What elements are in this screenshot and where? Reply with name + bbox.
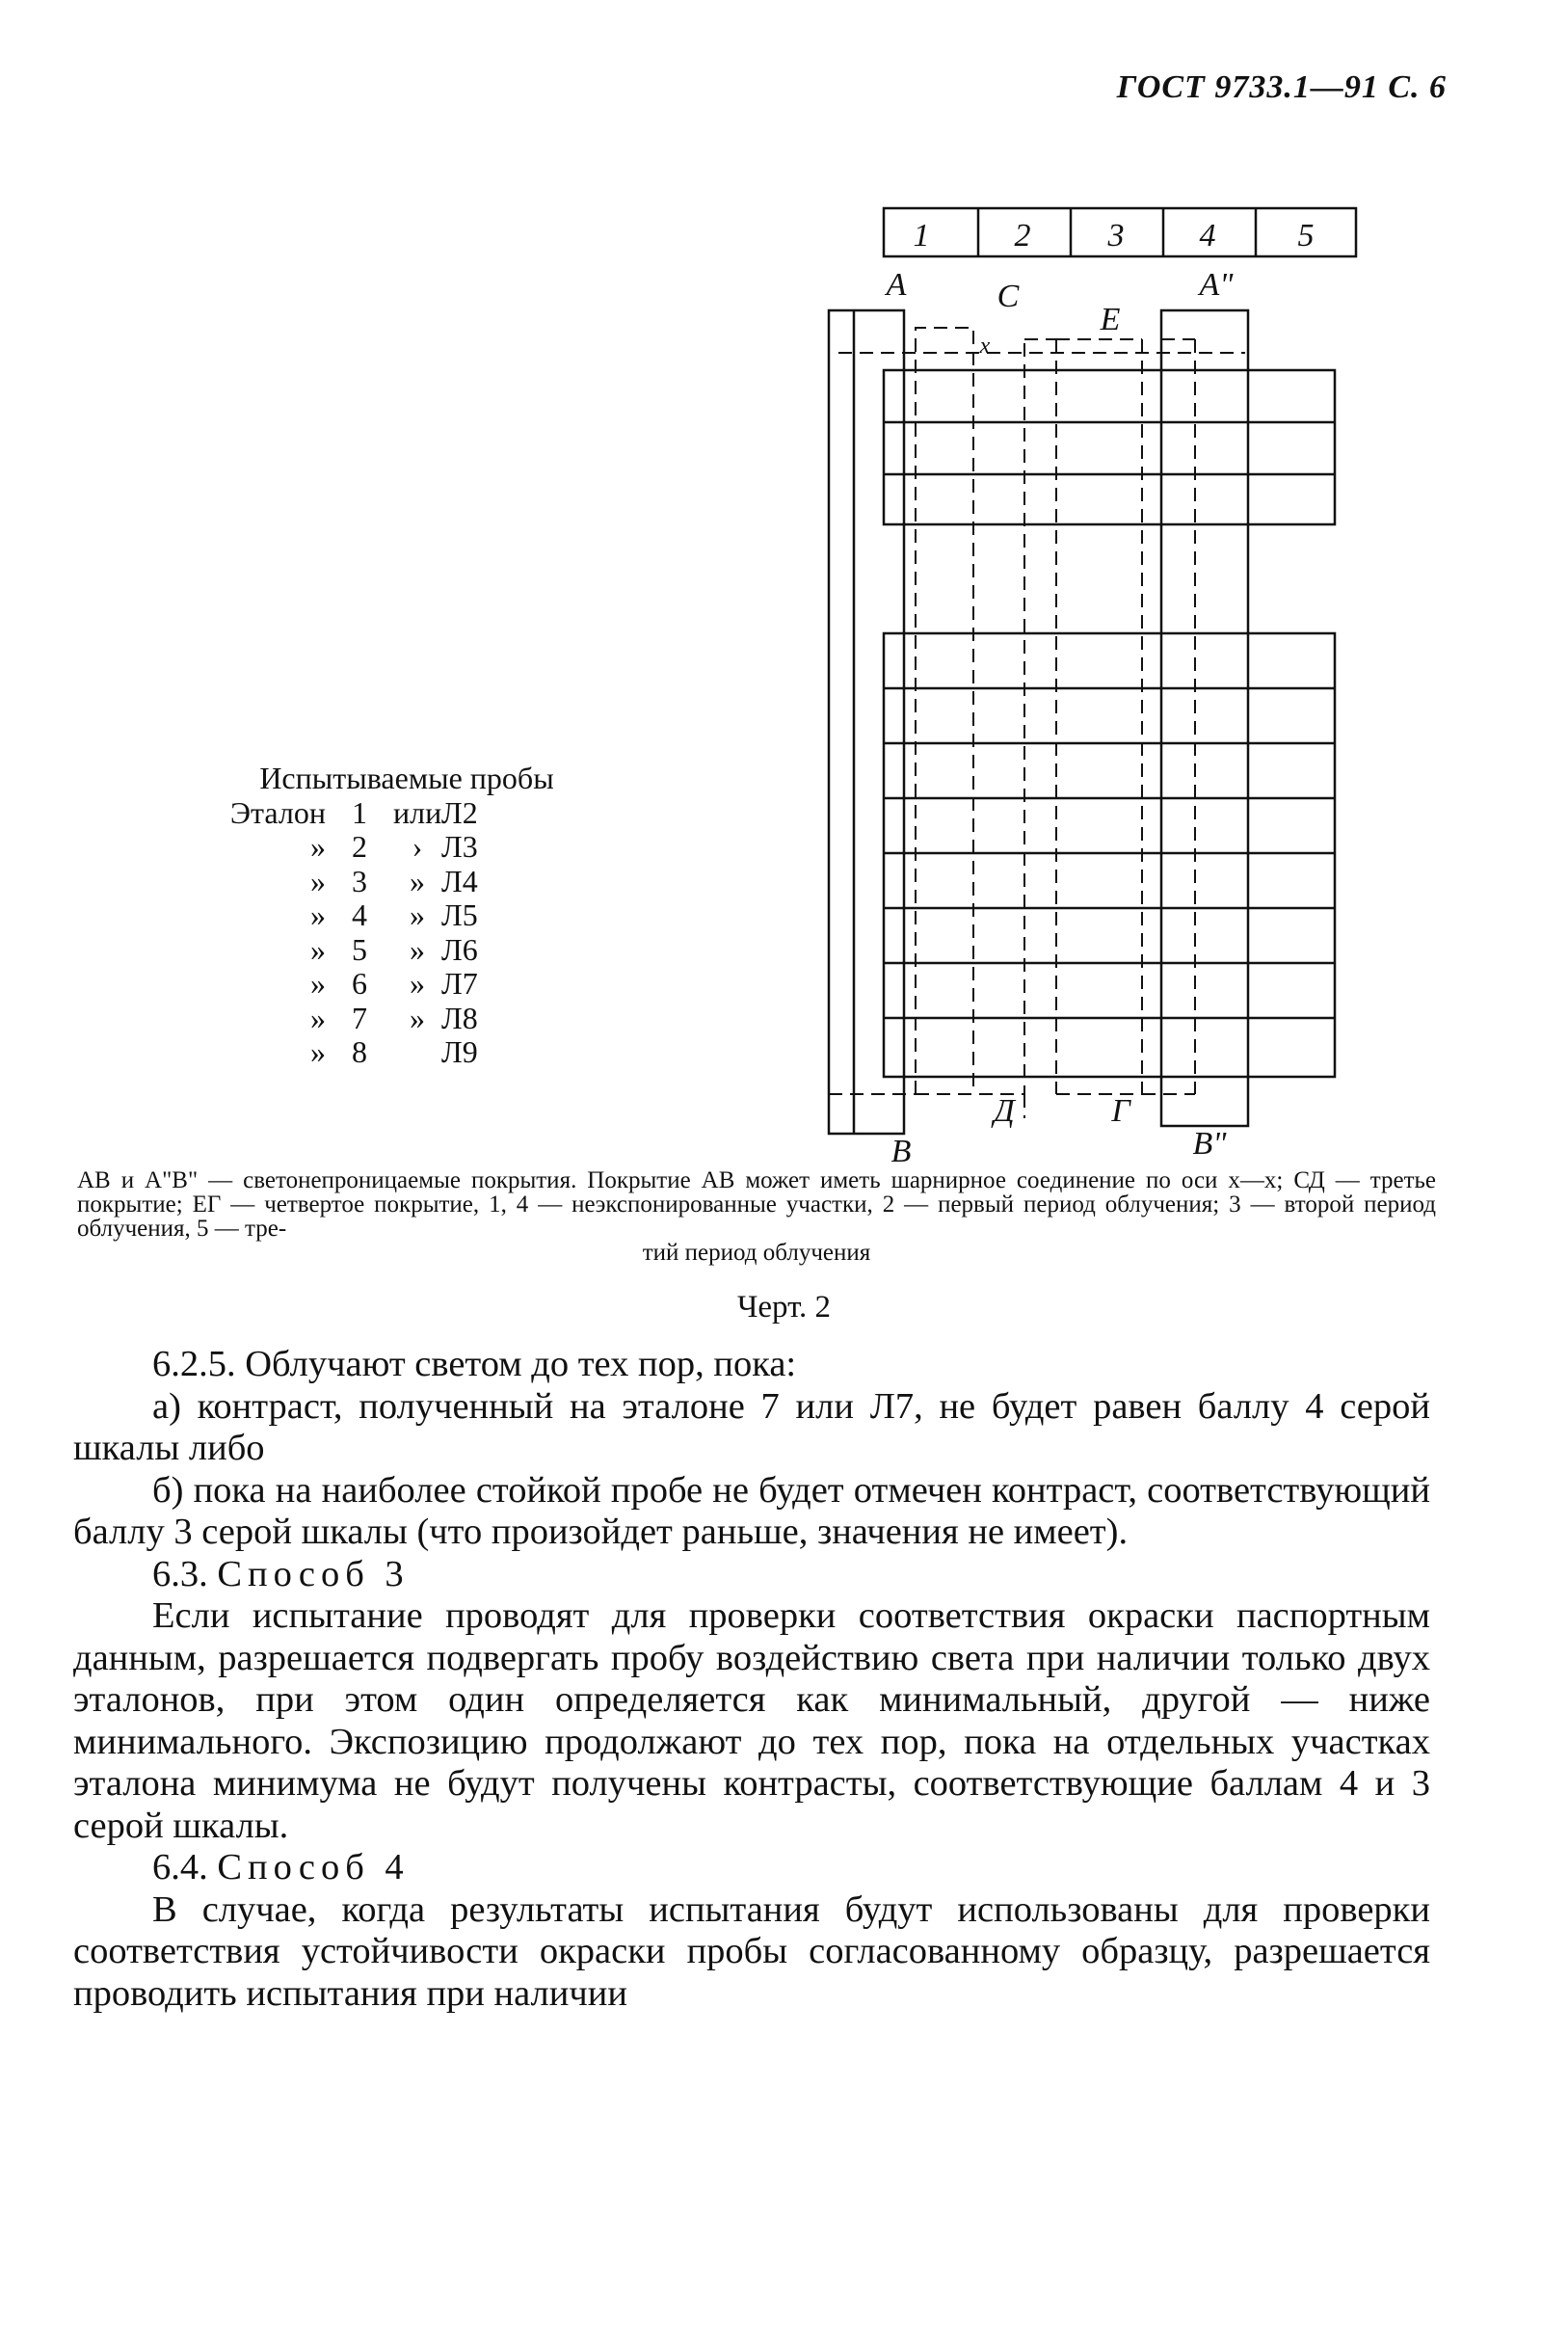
samples-cell: 7 bbox=[352, 1000, 367, 1035]
samples-cell: Л3 bbox=[441, 829, 478, 864]
samples-row bbox=[224, 933, 590, 968]
section-number: 6.3. bbox=[152, 1553, 208, 1594]
cover-cd bbox=[916, 328, 973, 1094]
samples-cell: Л4 bbox=[441, 863, 478, 898]
zone-label: 5 bbox=[1297, 218, 1315, 254]
samples-cell: » bbox=[310, 863, 326, 898]
paragraph: В случае, когда результаты испытания будут использованы для проверки соответствия устойчивости окраски пробы согласованному образцу, разрешается проводить испытания при наличии bbox=[73, 1888, 1430, 2014]
samples-cell: » bbox=[310, 966, 326, 1001]
paragraph: 6.2.5. Облучают светом до тех пор, пока: bbox=[152, 1344, 797, 1384]
label-c: C bbox=[997, 279, 1020, 314]
samples-cell: Л9 bbox=[441, 1034, 478, 1069]
samples-cell: » bbox=[410, 897, 425, 932]
samples-title: Испытываемые пробы bbox=[259, 761, 554, 795]
samples-cell: 6 bbox=[352, 966, 367, 1001]
samples-cell: » bbox=[310, 931, 326, 967]
samples-cell: » bbox=[310, 1034, 326, 1069]
section-title: Способ 4 bbox=[217, 1847, 410, 1887]
samples-row bbox=[224, 967, 590, 1002]
figure-number: Черт. 2 bbox=[736, 1290, 832, 1325]
zone-label: 1 bbox=[913, 218, 930, 254]
cover-a2b2 bbox=[1161, 310, 1248, 1126]
samples-cell: » bbox=[310, 829, 326, 864]
section-number: 6.4. bbox=[152, 1847, 208, 1887]
paragraph: Если испытание проводят для проверки соответствия окраски паспортным данным, разрешается подвергать пробу воздействию света при наличии только двух эталонов, при этом один определяется как минимальный, другой — ниже минимального. Экспозицию продолжают до тех пор, пока на отдельных участках эталона минимума не будут получены контрасты, соответствующие баллам 4 и 3 серой шкалы. bbox=[73, 1595, 1430, 1846]
zone-label: 2 bbox=[1014, 218, 1031, 254]
samples-cell: » bbox=[410, 966, 425, 1001]
samples-cell: » bbox=[410, 1000, 425, 1035]
label-b2: B" bbox=[1192, 1126, 1227, 1162]
label-a2: A" bbox=[1199, 267, 1234, 303]
sample-group-bottom bbox=[884, 633, 1335, 1077]
samples-cell: Л8 bbox=[441, 1000, 478, 1035]
zone-label: 4 bbox=[1199, 218, 1216, 254]
samples-row bbox=[224, 1035, 590, 1070]
samples-row bbox=[224, 1002, 590, 1036]
caption-last: тий период облучения bbox=[642, 1240, 871, 1266]
section-heading bbox=[73, 1554, 1430, 1596]
samples-cell: 8 bbox=[352, 1034, 367, 1069]
samples-cell: 2 bbox=[352, 829, 367, 864]
samples-cell: 4 bbox=[352, 897, 367, 932]
label-b: B bbox=[890, 1134, 912, 1169]
samples-cell: 1 bbox=[352, 794, 367, 830]
samples-cell: » bbox=[310, 897, 326, 932]
samples-cell bbox=[393, 1035, 441, 1070]
cover-ab bbox=[829, 310, 904, 1134]
page-header: ГОСТ 9733.1—91 С. 6 bbox=[1116, 69, 1447, 105]
zone-label: 3 bbox=[1107, 218, 1125, 254]
body-text bbox=[73, 1344, 1430, 2015]
samples-row bbox=[224, 796, 590, 831]
label-d: Д bbox=[994, 1093, 1015, 1129]
section-heading bbox=[73, 1847, 1430, 1889]
label-a: A bbox=[886, 267, 907, 303]
samples-row bbox=[224, 898, 590, 933]
samples-cell: Л5 bbox=[441, 897, 478, 932]
samples-cell: » bbox=[310, 1000, 326, 1035]
samples-cell: » bbox=[410, 931, 425, 967]
figure-caption bbox=[77, 1168, 1436, 1265]
samples-cell: или bbox=[393, 794, 442, 830]
caption-main: АВ и А"В" — светонепроницаемые покрытия. Покрытие АВ может иметь шарнирное соединение по оси х—х; СД — третье покрытие; ЕГ — четвертое покрытие, 1, 4 — неэкспонированные участки, 2 — первый период облучения; 3 — второй период облучения, 5 — тре- bbox=[77, 1167, 1436, 1242]
label-x: x bbox=[979, 334, 991, 359]
paragraph: б) пока на наиболее стойкой пробе не будет отмечен контраст, соответствующий баллу 3 серой шкалы (что произойдет раньше, значения не имеет). bbox=[73, 1469, 1430, 1552]
samples-cell: Л2 bbox=[441, 794, 478, 830]
samples-cell: Л7 bbox=[441, 966, 478, 1001]
samples-cell: Эталон bbox=[229, 794, 326, 830]
label-e: E bbox=[1100, 302, 1121, 337]
samples-row bbox=[224, 865, 590, 899]
samples-cell: Л6 bbox=[441, 931, 478, 967]
section-title: Способ 3 bbox=[217, 1553, 410, 1594]
samples-cell: » bbox=[410, 863, 425, 898]
paragraph: а) контраст, полученный на эталоне 7 или Л7, не будет равен баллу 4 серой шкалы либо bbox=[73, 1385, 1430, 1468]
samples-list bbox=[224, 762, 590, 1070]
samples-cell: 5 bbox=[352, 931, 367, 967]
samples-cell: › bbox=[412, 829, 423, 864]
samples-cell: 3 bbox=[352, 863, 367, 898]
sample-group-top bbox=[884, 370, 1335, 524]
label-g: Г bbox=[1111, 1093, 1130, 1129]
samples-row bbox=[224, 830, 590, 865]
